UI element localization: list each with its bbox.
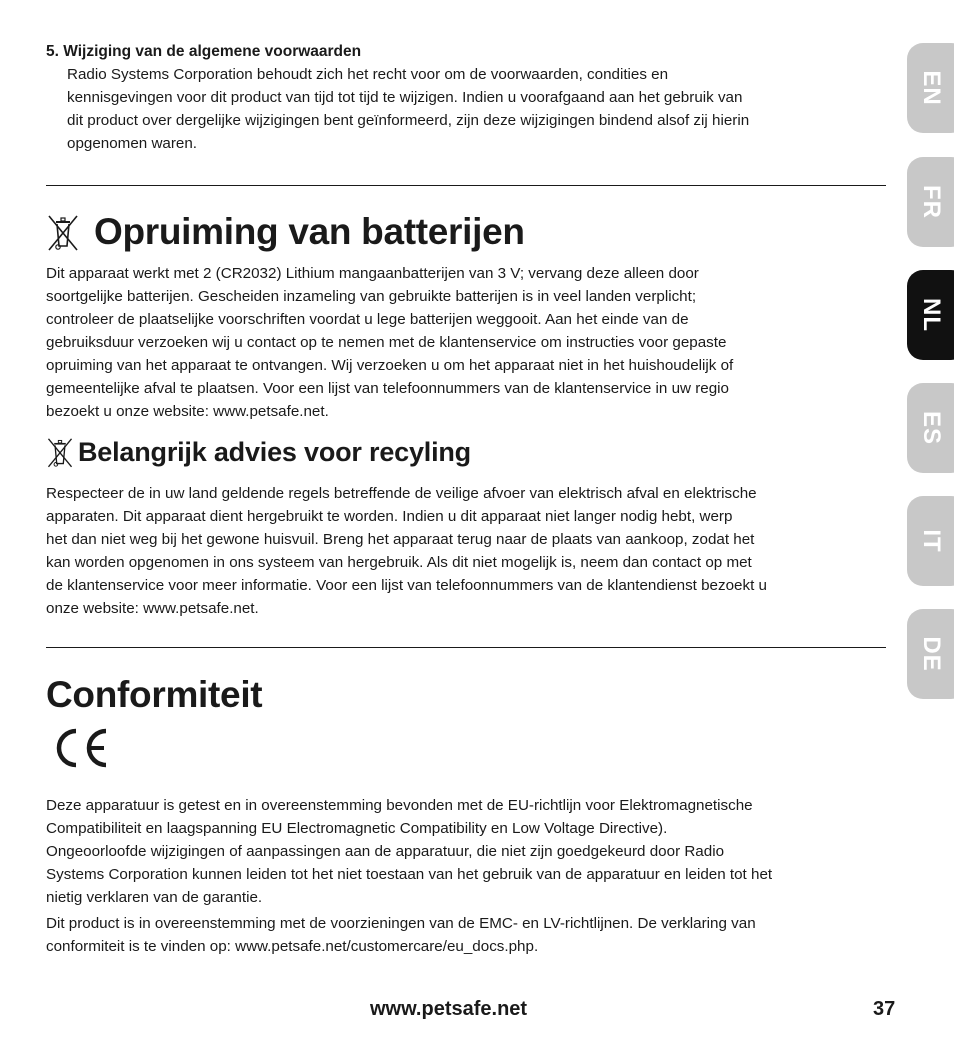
paragraph-line: het dan niet weg bij het gewone huisvuil. Breng het apparaat terug naar de plaats van aankoop, zodat het (46, 531, 755, 548)
paragraph-line: nietig verklaren van de garantie. (46, 889, 263, 906)
tab-label: EN (918, 70, 945, 106)
paragraph-line: de klantenservice voor meer informatie. Voor een lijst van telefoonnummers van de klantendienst bezoekt u (46, 577, 767, 594)
page-number: 37 (873, 998, 896, 1020)
recycling-body (46, 482, 886, 620)
paragraph-line: Ongeoorloofde wijzigingen of aanpassingen aan de apparatuur, die niet zijn goedgekeurd door Radio (46, 843, 725, 860)
ce-mark-icon (46, 727, 112, 769)
tab-de[interactable] (907, 609, 954, 699)
tab-label: IT (918, 529, 945, 553)
crossed-out-bin-icon (46, 212, 80, 252)
tab-label: ES (918, 410, 945, 445)
paragraph-line: Dit apparaat werkt met 2 (CR2032) Lithium mangaanbatterijen van 3 V; vervang deze alleen door (46, 265, 699, 282)
batteries-title: Opruiming van batterijen (94, 211, 525, 252)
paragraph-line: kan worden opgenomen in ons systeem van hergebruik. Als dit niet mogelijk is, neem dan contact op met (46, 554, 752, 571)
conformity-body (46, 794, 886, 958)
crossed-out-bin-icon (46, 434, 74, 470)
paragraph-line: Radio Systems Corporation behoudt zich het recht voor om de voorwaarden, condities en (67, 66, 669, 83)
paragraph-line: onze website: www.petsafe.net. (46, 600, 259, 617)
paragraph-line: conformiteit is te vinden op: www.petsafe.net/customercare/eu_docs.php. (46, 938, 539, 955)
tab-en[interactable] (907, 43, 954, 133)
tab-label: DE (918, 636, 945, 672)
paragraph-line: Deze apparatuur is getest en in overeenstemming bevonden met de EU-richtlijn voor Elektromagnetische (46, 797, 753, 814)
recycling-heading (46, 434, 471, 470)
tab-nl[interactable] (907, 270, 954, 360)
paragraph-line: opruiming van het apparaat te ontvangen. Wij verzoeken u om het apparaat niet in het huishoudelijk of (46, 357, 734, 374)
paragraph-line: dit product over dergelijke wijzigingen bent geïnformeerd, zijn deze wijzigingen bindend alsof zij hierin (67, 112, 750, 129)
section-divider (46, 185, 886, 186)
paragraph-line: kennisgevingen voor dit product van tijd tot tijd te wijzigen. Indien u voorafgaand aan het gebruik van (67, 89, 743, 106)
tab-es[interactable] (907, 383, 954, 473)
paragraph-line: soortgelijke batterijen. Gescheiden inzameling van gebruikte batterijen is in veel landen verplicht; (46, 288, 697, 305)
tab-label: FR (918, 185, 945, 219)
paragraph-line: bezoekt u onze website: www.petsafe.net. (46, 403, 329, 420)
batteries-heading (46, 211, 525, 253)
conformity-heading (46, 674, 262, 716)
footer-url: www.petsafe.net (370, 998, 528, 1020)
section-divider (46, 647, 886, 648)
paragraph-line: apparaten. Dit apparaat dient hergebruikt te worden. Indien u dit apparaat niet langer nodig hebt, werp (46, 508, 733, 525)
tab-label: NL (918, 298, 945, 332)
paragraph-line: Compatibiliteit en laagspanning EU Electromagnetic Compatibility en Low Voltage Directive). (46, 820, 668, 837)
terms-change-section (46, 41, 876, 155)
recycling-title: Belangrijk advies voor recyling (78, 436, 471, 467)
paragraph-line: gebruiksduur verzoeken wij u contact op te nemen met de klantenservice om instructies voor gepaste (46, 334, 727, 351)
batteries-body (46, 262, 886, 423)
paragraph-line: Systems Corporation kunnen leiden tot het niet toestaan van het gebruik van de apparatuur en leiden tot het (46, 866, 773, 883)
tab-it[interactable] (907, 496, 954, 586)
paragraph-line: gemeentelijke afval te plaatsen. Voor een lijst van telefoonnummers van de klantenservice in uw regio (46, 380, 729, 397)
paragraph-line: opgenomen waren. (67, 135, 198, 152)
terms-change-heading: 5. Wijziging van de algemene voorwaarden (46, 43, 362, 60)
tab-fr[interactable] (907, 157, 954, 247)
paragraph-line: Dit product is in overeenstemming met de voorzieningen van de EMC- en LV-richtlijnen. De verklaring van (46, 915, 756, 932)
paragraph-line: Respecteer de in uw land geldende regels betreffende de veilige afvoer van elektrisch afval en elektrische (46, 485, 757, 502)
conformity-title: Conformiteit (46, 674, 263, 715)
paragraph-line: controleer de plaatselijke voorschriften voordat u lege batterijen weggooit. Aan het einde van de (46, 311, 689, 328)
